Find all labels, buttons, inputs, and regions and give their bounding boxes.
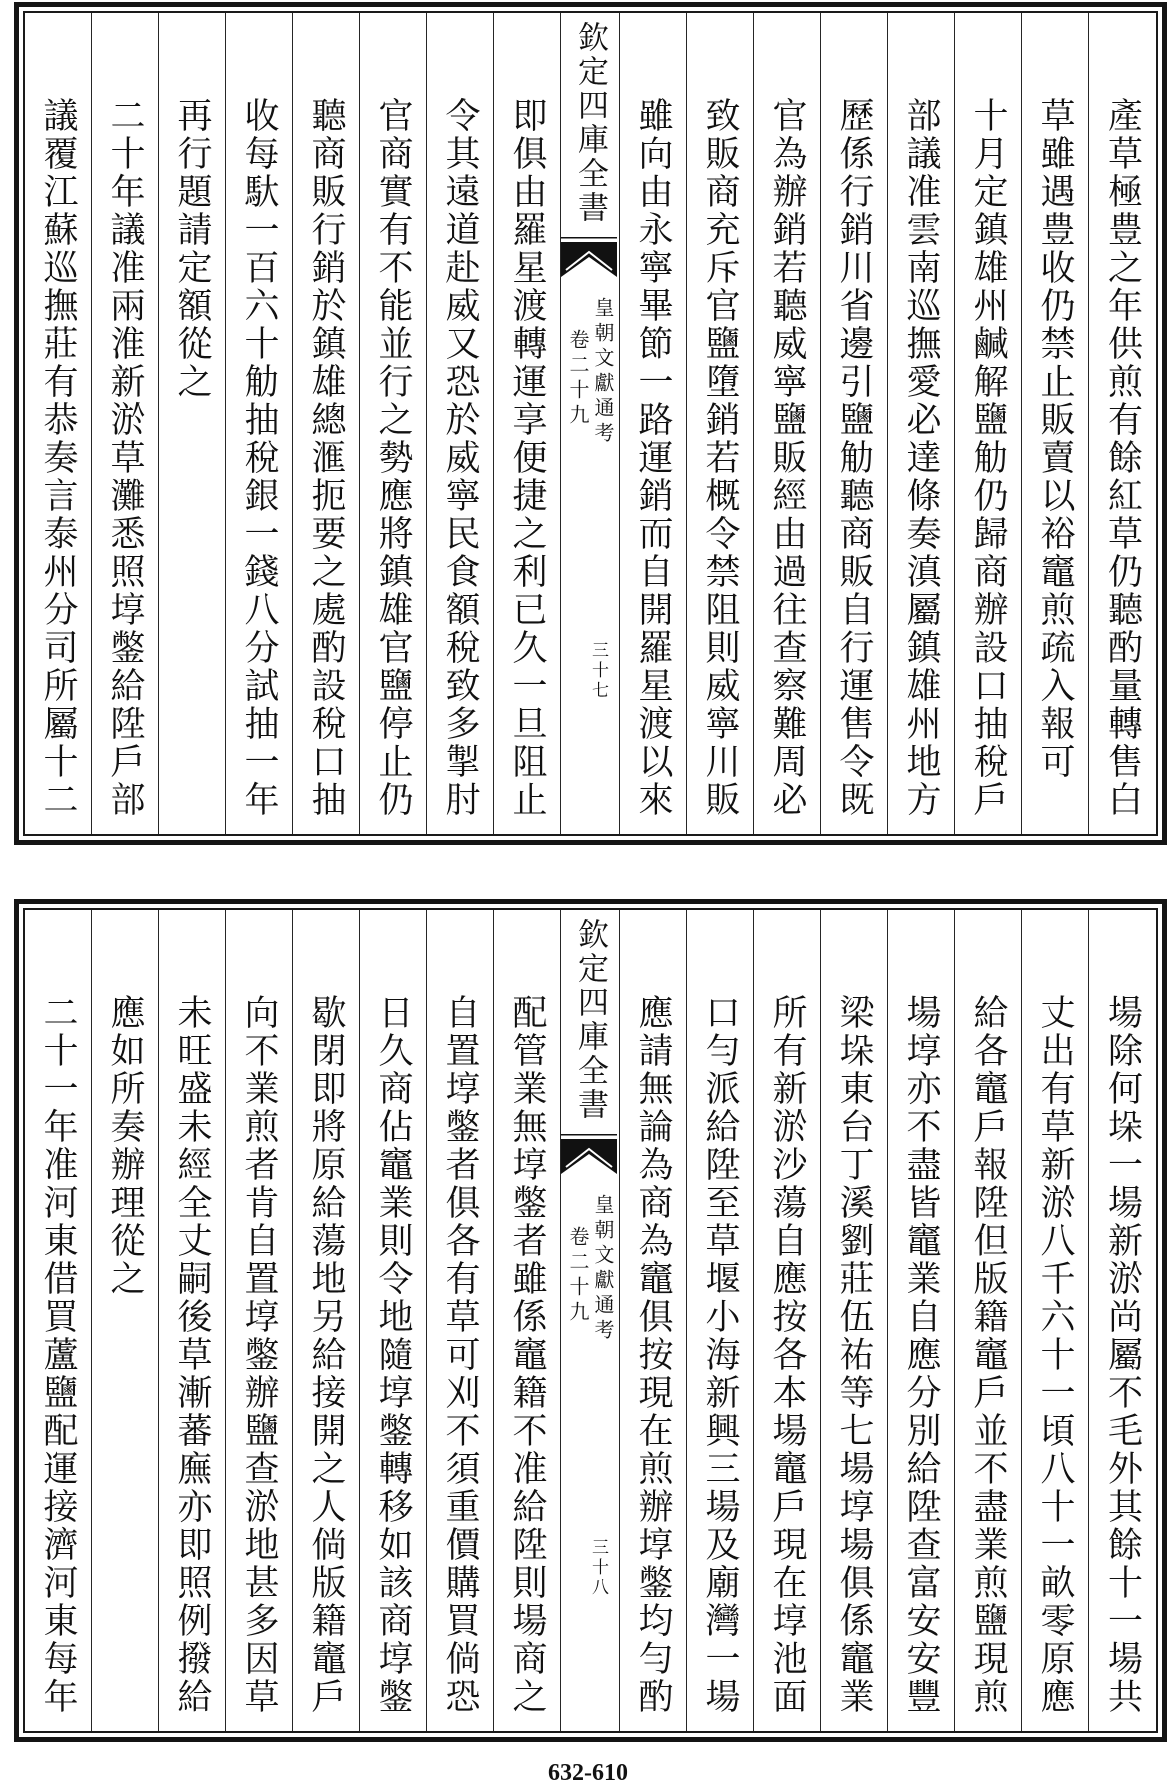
column-text: 配管業無埻鐅者雖係竈籍不准給陞則場商之 [507,994,547,1716]
text-column [955,13,1022,834]
book-title: 皇朝文獻通考 [591,1194,615,1344]
text-column [620,13,687,834]
text-column [226,13,293,834]
text-column [293,910,360,1731]
column-text: 產草極豊之年供煎有餘紅草仍聽酌量轉售白 [1102,97,1143,819]
column-text: 向不業煎者肯自置埻鐅辦鹽查淤地甚多因草 [239,994,279,1716]
text-column [821,13,888,834]
column-text: 所有新淤沙蕩自應按各本場竈戶現在埻池面 [767,994,807,1716]
column-text: 聽商販行銷於鎮雄總滙扼要之處酌設稅口抽 [306,97,346,819]
column-text: 二十年議准兩淮新淤草灘悉照埻鐅給陞戶部 [105,97,145,819]
center-fold-column [561,13,620,834]
text-column [360,910,427,1731]
folio-number: 三十七 [588,641,608,701]
book-title: 皇朝文獻通考 [591,297,615,447]
column-text: 草雖遇豊收仍禁止販賣以裕竈煎疏入報可 [1035,97,1075,781]
page-block-38 [14,899,1167,1742]
column-text: 場除何垛一場新淤尚屬不毛外其餘十一場共 [1102,994,1143,1716]
column-text: 官為辦銷若聽威寧鹽販經由過往查察難周必 [767,97,807,819]
text-column [1089,910,1156,1731]
volume-number: 卷二十九 [566,1226,590,1326]
column-text: 丈出有草新淤八千六十一頃八十一畝零原應 [1035,994,1075,1716]
text-column [360,13,427,834]
text-column [92,910,159,1731]
series-title: 欽定四庫全書 [572,918,608,1122]
text-column [92,13,159,834]
column-text: 官商實有不能並行之勢應將鎮雄官鹽停止仍 [373,97,413,819]
column-text: 場埻亦不盡皆竈業自應分別給陞查富安安豐 [901,994,941,1716]
column-text: 十月定鎮雄州鹹解鹽觔仍歸商辦設口抽稅戶 [968,97,1008,819]
fish-tail-icon [561,237,617,279]
page-frame [23,908,1158,1733]
column-text: 自置埻鐅者俱各有草可刈不須重價購買倘恐 [440,994,480,1716]
text-column [888,13,955,834]
text-column [955,910,1022,1731]
column-text: 歇閉即將原給蕩地另給接開之人倘版籍竈戶 [306,994,346,1716]
text-column [687,13,754,834]
column-text: 應請無論為商為竈俱按現在煎辦埻鐅均勻酌 [633,994,673,1716]
column-text: 梁垛東台丁溪劉莊伍祐等七場埻場俱係竈業 [834,994,874,1716]
text-column [888,910,955,1731]
center-fold-column [561,910,620,1731]
column-text: 即俱由羅星渡轉運享便捷之利已久一旦阻止 [507,97,547,819]
text-column [427,910,494,1731]
column-text: 議覆江蘇巡撫莊有恭奏言泰州分司所屬十二 [38,97,78,819]
text-column [25,13,92,834]
column-text: 收每馱一百六十觔抽稅銀一錢八分試抽一年 [239,97,279,819]
volume-number: 卷二十九 [566,329,590,429]
column-text: 日久商佔竈業則令地隨埻鐅轉移如該商埻鐅 [373,994,413,1716]
column-text: 未旺盛未經全丈嗣後草漸蕃廡亦即照例撥給 [172,994,212,1716]
page-number-footer: 632-610 [548,1760,628,1786]
text-column [494,13,561,834]
column-text: 應如所奏辦理從之 [105,994,145,1298]
text-column [427,13,494,834]
column-text: 再行題請定額從之 [172,97,212,401]
text-column [494,910,561,1731]
column-text: 二十一年准河東借買蘆鹽配運接濟河東每年 [38,994,78,1716]
text-column [1089,13,1156,834]
column-text: 部議准雲南巡撫愛必達條奏滇屬鎮雄州地方 [901,97,941,819]
series-title: 欽定四庫全書 [572,21,608,225]
text-column [754,13,821,834]
text-column [226,910,293,1731]
column-text: 雖向由永寧畢節一路運銷而自開羅星渡以來 [633,97,673,819]
folio-number: 三十八 [588,1538,608,1598]
text-column [821,910,888,1731]
text-column [159,910,226,1731]
page-block-37 [14,2,1167,845]
text-column [159,13,226,834]
text-column [25,910,92,1731]
text-column [620,910,687,1731]
text-column [687,910,754,1731]
column-text: 歷係行銷川省邊引鹽觔聽商販自行運售令既 [834,97,874,819]
fish-tail-icon [561,1134,617,1176]
text-column [1022,910,1089,1731]
column-text: 口勻派給陞至草堰小海新興三場及廟灣一場 [700,994,740,1716]
column-text: 給各竈戶報陞但版籍竈戶並不盡業煎鹽現煎 [968,994,1008,1716]
column-text: 致販商充斥官鹽墮銷若概令禁阻則威寧川販 [700,97,740,819]
column-text: 令其遠道赴威又恐於威寧民食額稅致多掣肘 [440,97,480,819]
text-column [754,910,821,1731]
text-column [1022,13,1089,834]
text-column [293,13,360,834]
page-frame [23,11,1158,836]
